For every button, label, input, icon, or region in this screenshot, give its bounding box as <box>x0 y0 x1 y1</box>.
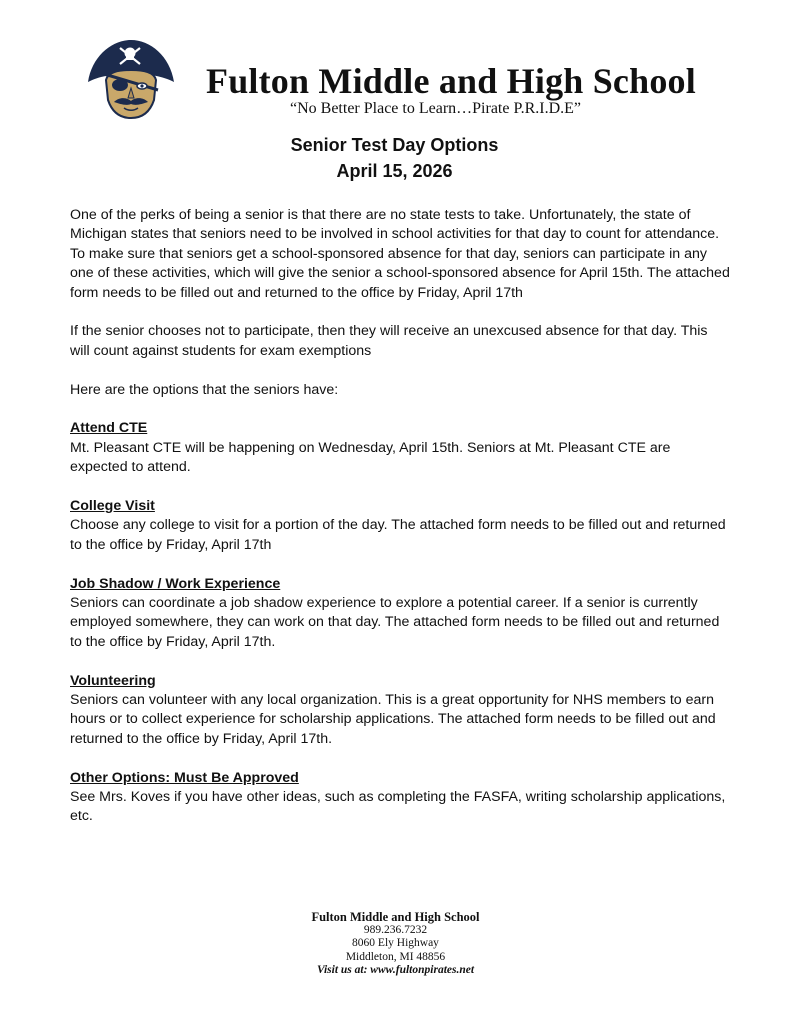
option-text: See Mrs. Koves if you have other ideas, such as completing the FASFA, writing scholarship applications, etc. <box>70 789 726 825</box>
title-line-1: Senior Test Day Options <box>290 135 499 155</box>
footer <box>0 911 791 977</box>
footer-address-street: 8060 Ely Highway <box>352 937 439 950</box>
option-text: Choose any college to visit for a portion of the day. The attached form needs to be filled out and returned to the office by Friday, April 17th <box>70 517 726 553</box>
option-college-visit <box>70 497 730 555</box>
option-text: Mt. Pleasant CTE will be happening on Wednesday, April 15th. Seniors at Mt. Pleasant CTE are expected to attend. <box>70 439 671 476</box>
pirate-mascot-logo <box>84 36 178 122</box>
intro-paragraph: One of the perks of being a senior is that there are no state tests to take. Unfortunately, the state of Michigan states that seniors need to be involved in school activities for that day to count for attendance. To make sure that seniors get a school-sponsored absence for that day, seniors can participate in any one of these activities, which will give the senior a school-sponsored absence for April 15th. The attached form needs to be filled out and returned to the office by Friday, April 17th <box>70 207 730 301</box>
option-text: Seniors can coordinate a job shadow experience to explore a potential career. If a senior is currently employed somewhere, they can work on that day. The attached form needs to be filled out and returned to the office by Friday, April 17th. <box>70 595 720 650</box>
option-text: Seniors can volunteer with any local organization. This is a great opportunity for NHS members to earn hours or to collect experience for scholarship applications. The attached form needs to be filled out and returned to the office by Friday, April 17th. <box>70 692 716 747</box>
option-heading: College Visit <box>70 498 155 515</box>
school-motto: “No Better Place to Learn…Pirate P.R.I.D.E” <box>290 100 582 117</box>
option-job-shadow <box>70 575 730 653</box>
document-body <box>70 206 730 846</box>
option-heading: Attend CTE <box>70 420 148 437</box>
title-date: April 15, 2026 <box>336 161 453 181</box>
school-name: Fulton Middle and High School <box>206 61 696 101</box>
option-attend-cte <box>70 419 730 477</box>
options-intro: Here are the options that the seniors have: <box>70 381 339 398</box>
document-title <box>0 132 791 184</box>
option-volunteering <box>70 672 730 750</box>
footer-school-name: Fulton Middle and High School <box>311 910 480 924</box>
option-heading: Job Shadow / Work Experience <box>70 575 281 592</box>
option-other <box>70 769 730 827</box>
option-heading: Volunteering <box>70 672 156 689</box>
footer-address-city: Middleton, MI 48856 <box>345 950 446 963</box>
unexcused-paragraph: If the senior chooses not to participate, then they will receive an unexcused absence for that day. This will count against students for exam exemptions <box>70 323 708 359</box>
footer-phone: 989.236.7232 <box>363 924 428 937</box>
footer-website: Visit us at: www.fultonpirates.net <box>316 963 475 976</box>
option-heading: Other Options: Must Be Approved <box>70 769 299 786</box>
